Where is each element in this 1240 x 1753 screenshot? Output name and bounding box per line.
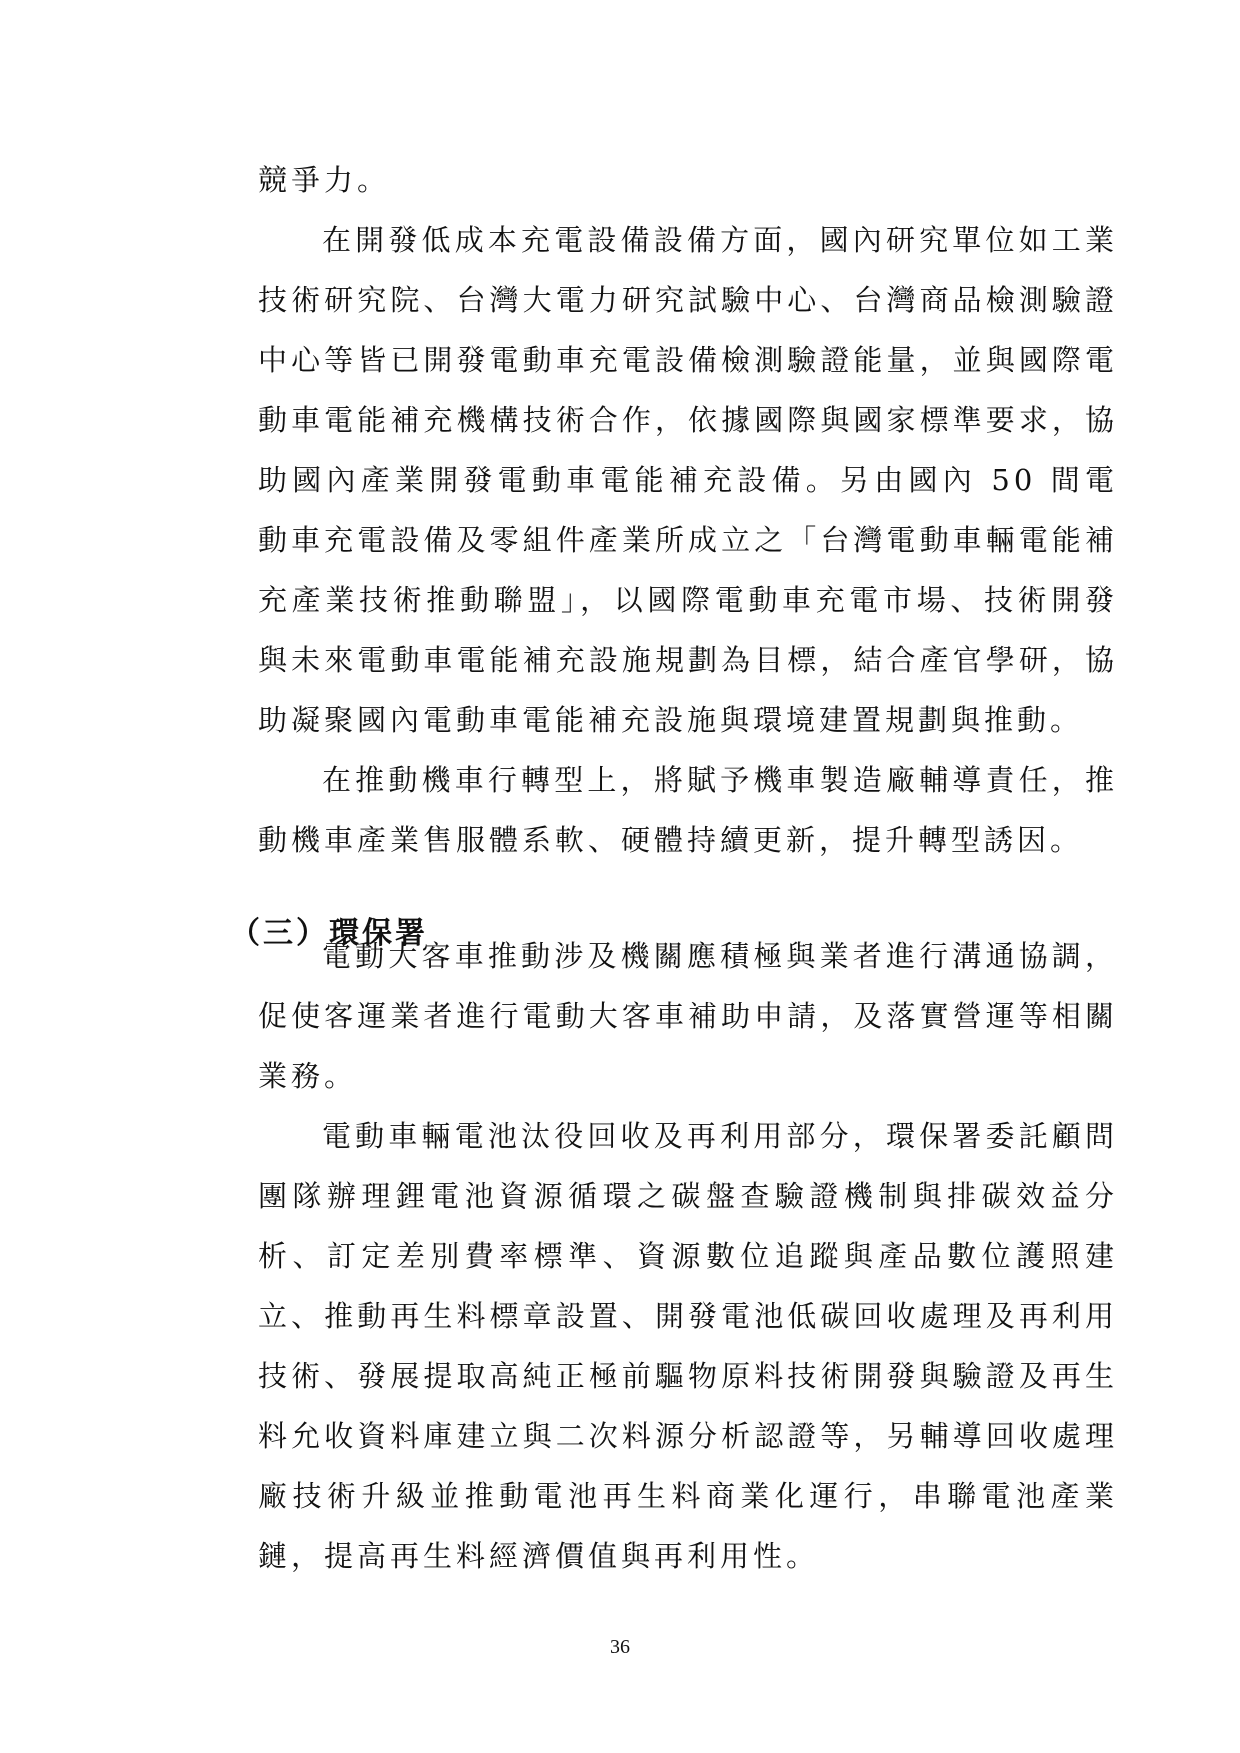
section-heading: （三）環保署	[230, 916, 428, 951]
paragraph-continuation: 競爭力。	[258, 163, 391, 197]
paragraph-electric-bus: 電動大客車推動涉及機關應積極與業者進行溝通協調，促使客運業者進行電動大客車補助申請，及落實營運等相關業務。	[258, 939, 1118, 1093]
body-text-block-1	[258, 150, 1118, 870]
body-text-block-2	[258, 926, 1118, 1586]
paragraph-scooter-shop-transition: 在推動機車行轉型上，將賦予機車製造廠輔導責任，推動機車產業售服體系軟、硬體持續更新，提升轉型誘因。	[258, 763, 1118, 857]
paragraph-charging-equipment: 在開發低成本充電設備設備方面，國內研究單位如工業技術研究院、台灣大電力研究試驗中心、台灣商品檢測驗證中心等皆已開發電動車充電設備檢測驗證能量，並與國際電動車電能補充機構技術合作，依據國際與國家標準要求，協助國內產業開發電動車電能補充設備。另由國內 50 間電動車充電設備及零組件產業所成立之「台灣電動車輛電能補充產業技術推動聯盟」，以國際電動車充電市場、技術開發與未來電動車電能補充設施規劃為目標，結合產官學研，協助凝聚國內電動車電能補充設施與環境建置規劃與推動。	[258, 223, 1118, 737]
paragraph-battery-recycling: 電動車輛電池汰役回收及再利用部分，環保署委託顧問團隊辦理鋰電池資源循環之碳盤查驗證機制與排碳效益分析、訂定差別費率標準、資源數位追蹤與產品數位護照建立、推動再生料標章設置、開發電池低碳回收處理及再利用技術、發展提取高純正極前驅物原料技術開發與驗證及再生料允收資料庫建立與二次料源分析認證等，另輔導回收處理廠技術升級並推動電池再生料商業化運行，串聯電池產業鏈，提高再生料經濟價值與再利用性。	[258, 1119, 1118, 1573]
page-number: 36	[610, 1636, 630, 1658]
